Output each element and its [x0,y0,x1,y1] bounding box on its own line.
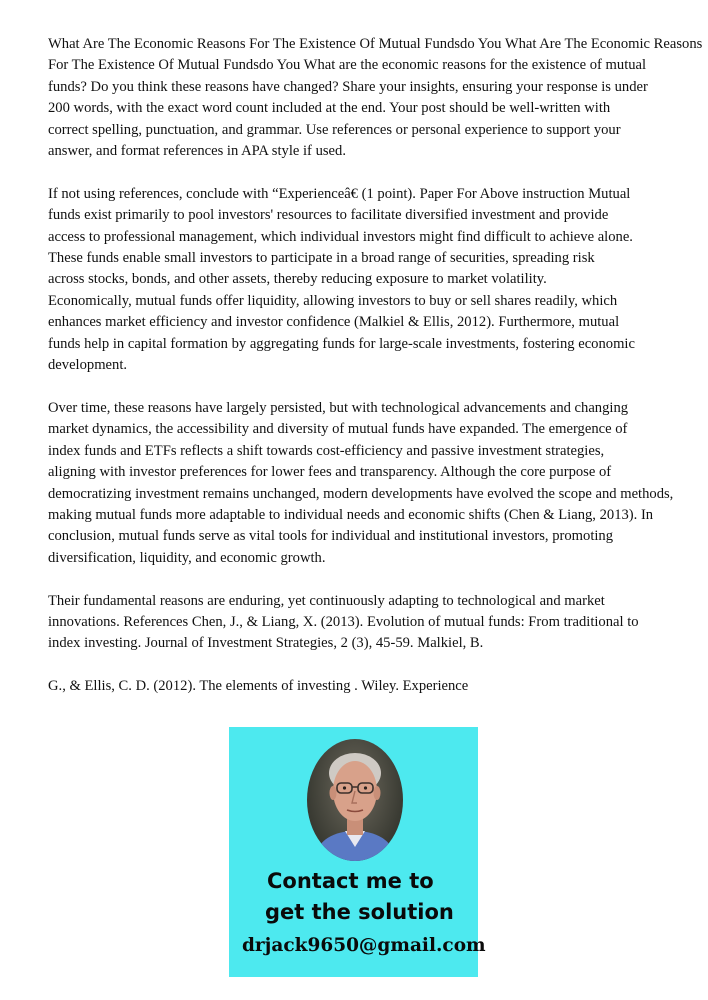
text-line: Over time, these reasons have largely persisted, but with technological advancements and changing [48,399,629,416]
text-line: development. [48,357,128,374]
document-body [48,34,703,719]
person-portrait-icon [307,739,403,861]
text-line: across stocks, bonds, and other assets, thereby reducing exposure to market volatility. [48,271,547,288]
cta-line-1: Contact me to [267,869,434,893]
text-line: index investing. Journal of Investment Strategies, 2 (3), 45-59. Malkiel, B. [48,635,484,652]
text-line: aligning with investor preferences for lower fees and transparency. Although the core purpose of [48,464,612,481]
text-line: Economically, mutual funds offer liquidity, allowing investors to buy or sell shares readily, which [48,292,618,309]
text-line: For The Existence Of Mutual Fundsdo You What are the economic reasons for the existence of mutual [48,57,647,74]
paragraph-2 [48,184,698,377]
text-line: funds help in capital formation by aggregating funds for large-scale investments, fostering economic [48,335,635,352]
text-line: correct spelling, punctuation, and grammar. Use references or personal experience to support your [48,121,621,138]
text-line: democratizing investment remains unchanged, modern developments have evolved the scope and methods, [48,485,674,502]
text-line: innovations. References Chen, J., & Liang, X. (2013). Evolution of mutual funds: From traditional to [48,613,639,630]
paragraph-4 [48,591,698,655]
text-line: Their fundamental reasons are enduring, yet continuously adapting to technological and market [48,592,605,609]
text-line: diversification, liquidity, and economic growth. [48,549,326,566]
cta-line-2: get the solution [265,900,454,924]
paragraph-3 [48,398,698,569]
text-line: What Are The Economic Reasons For The Existence Of Mutual Fundsdo You What Are The Economic Reasons [48,36,703,52]
contact-promo-banner [229,727,486,977]
text-line: If not using references, conclude with “Experienceâ€ (1 point). Paper For Above instruction Mutual [48,185,631,202]
text-line: conclusion, mutual funds serve as vital tools for individual and institutional investors, promoting [48,528,614,545]
text-line: market dynamics, the accessibility and diversity of mutual funds have expanded. The emergence of [48,421,628,438]
text-line: enhances market efficiency and investor confidence (Malkiel & Ellis, 2012). Furthermore, mutual [48,314,620,331]
text-line: answer, and format references in APA style if used. [48,143,346,160]
text-line: G., & Ellis, C. D. (2012). The elements of investing . Wiley. Experience [48,678,469,695]
contact-email: drjack9650@gmail.com [242,935,486,956]
paragraph-5 [48,676,698,697]
author-portrait [307,739,403,861]
text-line: funds exist primarily to pool investors' resources to facilitate diversified investment and provide [48,207,609,224]
text-line: funds? Do you think these reasons have changed? Share your insights, ensuring your response is under [48,78,648,95]
text-line: These funds enable small investors to participate in a broad range of securities, spreading risk [48,250,595,267]
text-line: 200 words, with the exact word count included at the end. Your post should be well-written with [48,100,611,117]
text-line: access to professional management, which individual investors might find difficult to achieve alone. [48,228,633,245]
text-line: index funds and ETFs reflects a shift towards cost-efficiency and passive investment strategies, [48,442,605,459]
paragraph-1 [48,34,703,162]
text-line: making mutual funds more adaptable to individual needs and economic shifts (Chen & Liang, 2013). In [48,506,654,523]
